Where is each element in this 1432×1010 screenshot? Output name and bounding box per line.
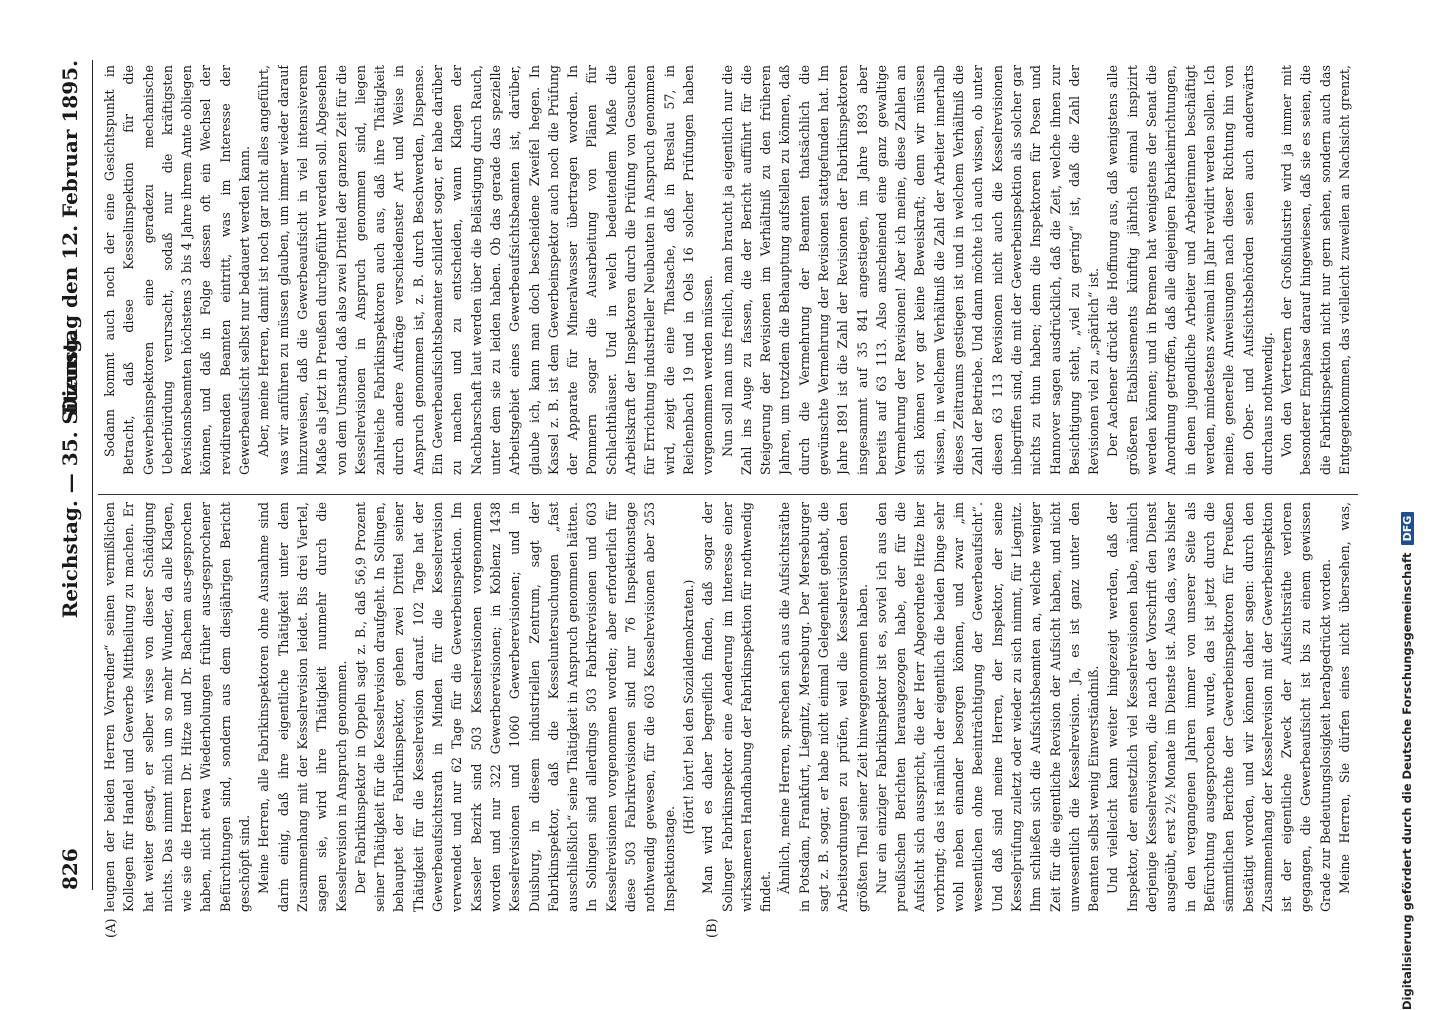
page-header <box>58 60 88 890</box>
paragraph: Der Aachener drückt die Hoffnung aus, daß wenigstens alle größeren Etablissements künftig jährlich einmal inspizirt werden können; und in Bremen hat wenigstens der Senat die Anordnung getroffen, daß alle diejenigen Fabrikeinrichtungen, in denen jugendliche Arbeiter und Arbeiterinnen beschäftigt werden, mindestens zweimal im Jahr revidirt werden sollen. Ich meine, generelle Anweisungen nach dieser Richtung hin von den Ober- und Aufsichtsbehörden seien auch anderwärts durchaus nothwendig. <box>1105 65 1275 475</box>
page-title: Reichstag. — 35. Sitzung. <box>58 331 82 619</box>
paragraph: Meine Herren, Sie dürfen eines nicht übersehen, was, <box>1337 502 1352 894</box>
margin-marker-b: (B) <box>705 918 720 938</box>
funding-note-text: Digitalisierung gefördert durch die Deutsche Forschungsgemeinschaft <box>1400 552 1414 1010</box>
page-number: 826 <box>58 848 82 890</box>
paragraph: Ähnlich, meine Herren, sprechen sich aus die Aufsichtsräthe in Potsdam, Frankfurt, Liegnitz, Merseburg. Der Merseburger sagt z. B. sogar, er habe nicht einmal Gelegenheit gehabt, die Arbeitsordnungen zu prüfen, weil die Kesselrevisionen den größten Theil seiner Zeit hinweggenommen haben. <box>777 502 870 912</box>
paragraph: Sodann kommt auch noch der eine Gesichtspunkt in Betracht, daß diese Kesselinspektion für die Gewerbeinspektoren eine geradezu mechanische Ueberbürdung verursacht, sodaß nur die kräftigsten Revisionsbeamten höchstens 3 bis 4 Jahre ihrem Amte obliegen können, und daß in Folge dessen oft ein Wechsel der revidirenden Beamten eintritt, was im Interesse der Gewerbeaufsicht selbst nur bedauert werden kann. <box>102 65 253 475</box>
paragraph: Der Fabrikinspektor in Oppeln sagt z. B., daß 56,9 Prozent seiner Thätigkeit für die Kesselrevision draufgeht. In Solingen, behauptet der Fabrikinspektor, gehen zwei Drittel seiner Thätigkeit für die Kesselrevision darauf. 102 Tage hat der Gewerbeaufsichtsrath in Minden für die Kesselrevision verwendet und nur 62 Tage für die Gewerbeinspektion. Im Kasseler Bezirk sind 503 Kesselrevisionen vorgenommen worden und nur 322 Gewerberevisionen; in Koblenz 1438 Kesselrevisionen und 1060 Gewerberevisionen; und in Duisburg, in diesem industriellen Zentrum, sagt der Fabrikinspektor, daß die Kesseluntersuchungen „fast ausschließlich“ seine Thätigkeit in Anspruch genommen hätten. In Solingen sind allerdings 503 Fabrikrevisionen und 603 Kesselrevisionen vorgenommen worden; aber erforderlich für diese 503 Fabrikrevisionen sind nur 76 Inspektionstage nothwendig gewesen, für die 603 Kesselrevisionen aber 253 Inspektionstage. <box>352 502 677 912</box>
paragraph: Nur ein einziger Fabrikinspektor ist es, soviel ich aus den preußischen Berichten herausgezogen habe, der für die Aufsicht sich ausspricht, die der Herr Abgeordnete Hitze hier vorbringt; das ist nämlich der eigentlich die beiden Dinge sehr wohl neben einander besorgen können, und zwar „im wesentlichen ohne Beeinträchtigung der Gewerbeaufsicht“. Und daß sind meine Herren, der Inspektor, der seine Kesselprüfung zuletzt oder wieder zu sich nimmt, für Liegnitz. Ihm schließen sich die Aufsichtsbeamten an, welche weniger Zeit für die eigentliche Revision der Aufsicht haben, und nicht unwesentlich die Kesselrevision. Ja, es ist ganz unter den Beamten selbst wenig Einverständniß. <box>873 502 1102 912</box>
paragraph: Aber, meine Herren, damit ist noch gar nicht alles angeführt, was wir anführen zu müssen glauben, um immer wieder darauf hinzuweisen, daß die Gewerbeaufsicht in viel intensiverem Maße als jetzt in Preußen durchgeführt werden soll. Abgesehen von dem Umstand, daß also zwei Drittel der ganzen Zeit für die Kesselrevisionen in Anspruch genommen sind, liegen zahlreiche Fabrikinspektoren auch aus, daß ihre Thätigkeit durch andere Aufträge verschiedenster Art und Weise in Anspruch genommen ist, z. B. durch Beschwerden, Dispense. Ein Gewerbeaufsichtsbeamter schildert sogar, er habe darüber zu machen und zu entscheiden, wann Klagen der Nachbarschaft laut werden über die Belästigung durch Rauch, unter dem sie zu leiden haben. Ob das gerade das spezielle Arbeitsgebiet eines Gewerbeaufsichtsbeamten ist, darüber, glaube ich, kann man doch bescheidene Zweifel hegen. In Kassel z. B. ist dem Gewerbeinspektor auch noch die Prüfung der Apparate für Mineralwasser übertragen worden. In Pommern sogar die Ausarbeitung von Plänen für Schlachthäuser. Und in welch bedeutendem Maße die Arbeitskraft der Inspektoren durch die Prüfung von Gesuchen für Errichtung industrieller Neubauten in Anspruch genommen wird, zeigt die eine Thatsache, daß in Breslau 57, in Reichenbach 19 und in Oels 16 solcher Prüfungen haben vorgenommen werden müssen. <box>256 65 716 475</box>
paragraph: Und vielleicht kann weiter hingezeigt werden, daß der Inspektor, der entsetzlich viel Kesselrevisionen habe, nämlich derjenige Kesselrevisoren, die nach der Vorschrift den Dienst ausgeübt, erst 2½ Monate im Dienste ist. Also das, was bisher in den vergangenen Jahren immer von unserer Seite als Befürchtung ausgesprochen wurde, das ist jetzt durch die sämmtlichen Berichte der Gewerbeinspektoren für Preußen bestätigt worden, und wir können daher sagen: durch den Zusammenhang der Kesselrevision mit der Gewerbeinspektion ist der eigentliche Zweck der Aufsichtsräthe verloren gegangen, die Gewerbeaufsicht ist bis zu einem gewissen Grade zur Bedeutungslosigkeit herabgedrückt worden. <box>1105 502 1333 912</box>
margin-marker-a: (A) <box>104 918 119 938</box>
digitization-note <box>1400 10 1414 1010</box>
session-date: Dienstag den 12. Februar 1895. <box>58 60 82 415</box>
left-column <box>100 502 1355 912</box>
paragraph: leugnen der beiden Herren Vorredner“ seinen vermißlichen Kollegen für Handel und Gewerbe Mittheilung zu machen. Er hat weiter gesagt, er selber wisse von dieser Schädigung nichts. Das nimmt mich um so mehr Wunder, da alle Klagen, wie sie die Herren Dr. Hitze und Dr. Bachem aus-gesprochen haben, nicht etwa Wiederholungen früher aus-gesprochener Befürchtungen sind, sondern aus dem diesjährigen Bericht geschöpft sind. <box>102 502 253 912</box>
header-rule <box>92 60 93 890</box>
paragraph: Man wird es daher begreiflich finden, daß sogar der Solinger Fabrikinspektor eine Aenderung im Interesse einer wirksameren Handhabung der Fabrikinspektion für nothwendig findet. <box>700 502 774 912</box>
interjection: (Hört! hört! bei den Sozialdemokraten.) <box>680 579 696 835</box>
paragraph: Nun soll man uns freilich, man braucht ja eigentlich nur die Zahl ins Auge zu fassen, die der Bericht aufführt für die Steigerung der Revisionen im Verhältniß zu den früheren Jahren, um trotzdem die Behauptung aufstellen zu können, daß durch die Vermehrung der Beamten thatsächlich die gewünschte Vermehrung der Revisionen stattgefunden hat. Im Jahre 1891 ist die Zahl der Revisionen der Fabrikinspektoren insgesammt auf 35 841 angestiegen, im Jahre 1893 aber bereits auf 63 113. Also anscheinend eine ganz gewaltige Vermehrung der Revisionen! Aber ich meine, diese Zahlen an sich können vor gar keine Beweiskraft; denn wir müssen wissen, in welchem Verhältniß die Zahl der Arbeiter innerhalb dieses Zeitraums gestiegen ist und in welchem Verhältniß die Zahl der Betriebe. Und dann möchte ich auch wissen, ob unter diesen 63 113 Revisionen nicht auch die Kesselrevisionen inbegriffen sind, die mit der Gewerbeinspektion als solcher gar nichts zu thun haben; denn die Inspektoren für Posen und Hannover sagen ausdrücklich, daß die Zeit, welche ihnen zur Besichtigung steht, „viel zu gering“ ist, daß die Zahl der Revisionen viel zu „spärlich“ ist. <box>719 65 1102 475</box>
dfg-logo: DFG <box>1401 512 1414 546</box>
column-divider <box>98 494 1358 495</box>
paragraph: Von den Vertretern der Großindustrie wird ja immer mit besonderer Emphase darauf hingewiesen, daß sie es seien, die die Fabrikinspektion nicht nur gern sehen, sondern auch das Entgegenkommen, das vielleicht zuweilen an Nachsicht grenzt, <box>1279 65 1352 475</box>
paragraph: Meine Herren, alle Fabrikinspektoren ohne Ausnahme sind darin einig, daß ihre eigentliche Thätigkeit unter dem Zusammenhang mit der Kesselrevision leidet. Bis drei Viertel, sagen sie, wird ihre Thätigkeit nunmehr durch die Kesselrevision in Anspruch genommen. <box>256 502 349 912</box>
right-column <box>100 65 1355 475</box>
